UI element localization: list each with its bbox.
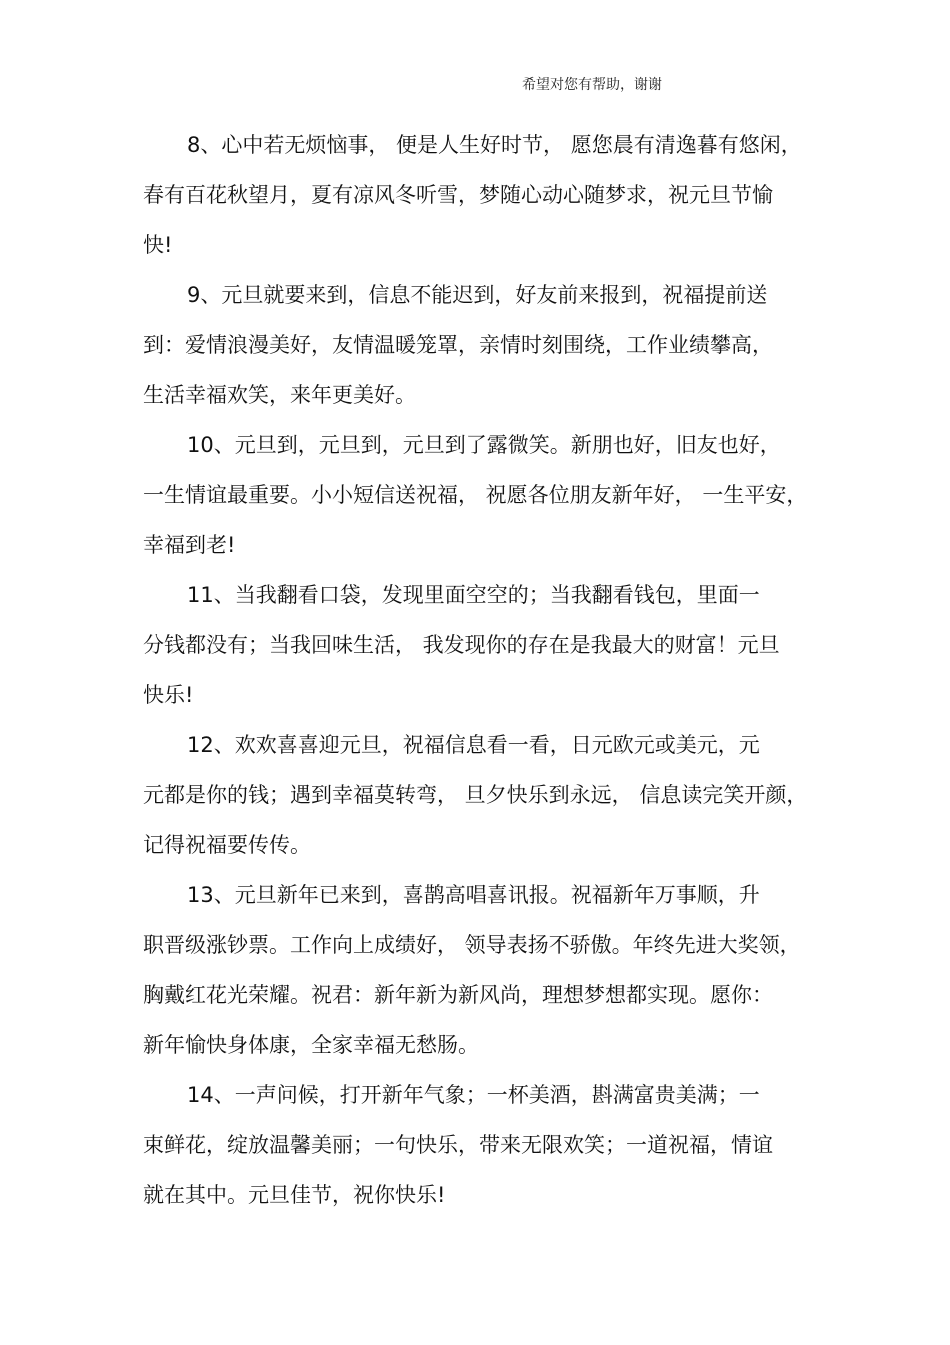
paragraph-13: [143, 870, 803, 1070]
paragraph-8: [143, 120, 803, 270]
paragraph-line: 春有百花秋望月，夏有凉风冬听雪，梦随心动心随梦求，祝元旦节愉: [143, 183, 773, 207]
document-body: [143, 120, 808, 1220]
paragraph-line: 记得祝福要传传。: [143, 833, 311, 857]
paragraph-line: 生活幸福欢笑，来年更美好。: [143, 383, 416, 407]
paragraph-line: 职晋级涨钞票。工作向上成绩好， 领导表扬不骄傲。年终先进大奖领，: [143, 933, 801, 957]
paragraph-line: 14、一声问候，打开新年气象；一杯美酒，斟满富贵美满；一: [187, 1083, 760, 1107]
paragraph-line: 13、元旦新年已来到，喜鹊高唱喜讯报。祝福新年万事顺，升: [187, 883, 760, 907]
paragraph-line: 10、元旦到，元旦到，元旦到了露微笑。新朋也好，旧友也好，: [187, 433, 781, 457]
paragraph-line: 11、当我翻看口袋，发现里面空空的；当我翻看钱包，里面一: [187, 583, 760, 607]
paragraph-line: 快!: [143, 233, 173, 257]
paragraph-12: [143, 720, 808, 870]
paragraph-line: 就在其中。元旦佳节，祝你快乐!: [143, 1183, 446, 1207]
paragraph-line: 新年愉快身体康，全家幸福无愁肠。: [143, 1033, 479, 1057]
paragraph-line: 12、欢欢喜喜迎元旦，祝福信息看一看，日元欧元或美元，元: [187, 733, 760, 757]
paragraph-line: 到：爱情浪漫美好，友情温暖笼罩，亲情时刻围绕，工作业绩攀高，: [143, 333, 773, 357]
paragraph-14: [143, 1070, 803, 1220]
paragraph-9: [143, 270, 803, 420]
paragraph-line: 快乐!: [143, 683, 194, 707]
paragraph-10: [143, 420, 808, 570]
paragraph-line: 元都是你的钱；遇到幸福莫转弯， 旦夕快乐到永远， 信息读完笑开颜，: [143, 783, 808, 807]
paragraph-line: 8、心中若无烦恼事， 便是人生好时节， 愿您晨有清逸暮有悠闲，: [187, 133, 802, 157]
paragraph-line: 一生情谊最重要。小小短信送祝福， 祝愿各位朋友新年好， 一生平安，: [143, 483, 808, 507]
paragraph-line: 束鲜花，绽放温馨美丽；一句快乐，带来无限欢笑；一道祝福，情谊: [143, 1133, 773, 1157]
paragraph-line: 9、元旦就要来到，信息不能迟到，好友前来报到，祝福提前送: [187, 283, 768, 307]
paragraph-line: 幸福到老!: [143, 533, 236, 557]
header-note: 希望对您有帮助，谢谢: [522, 77, 662, 93]
paragraph-11: [143, 570, 803, 720]
paragraph-line: 胸戴红花光荣耀。祝君：新年新为新风尚，理想梦想都实现。愿你：: [143, 983, 773, 1007]
paragraph-line: 分钱都没有；当我回味生活， 我发现你的存在是我最大的财富！元旦: [143, 633, 780, 657]
